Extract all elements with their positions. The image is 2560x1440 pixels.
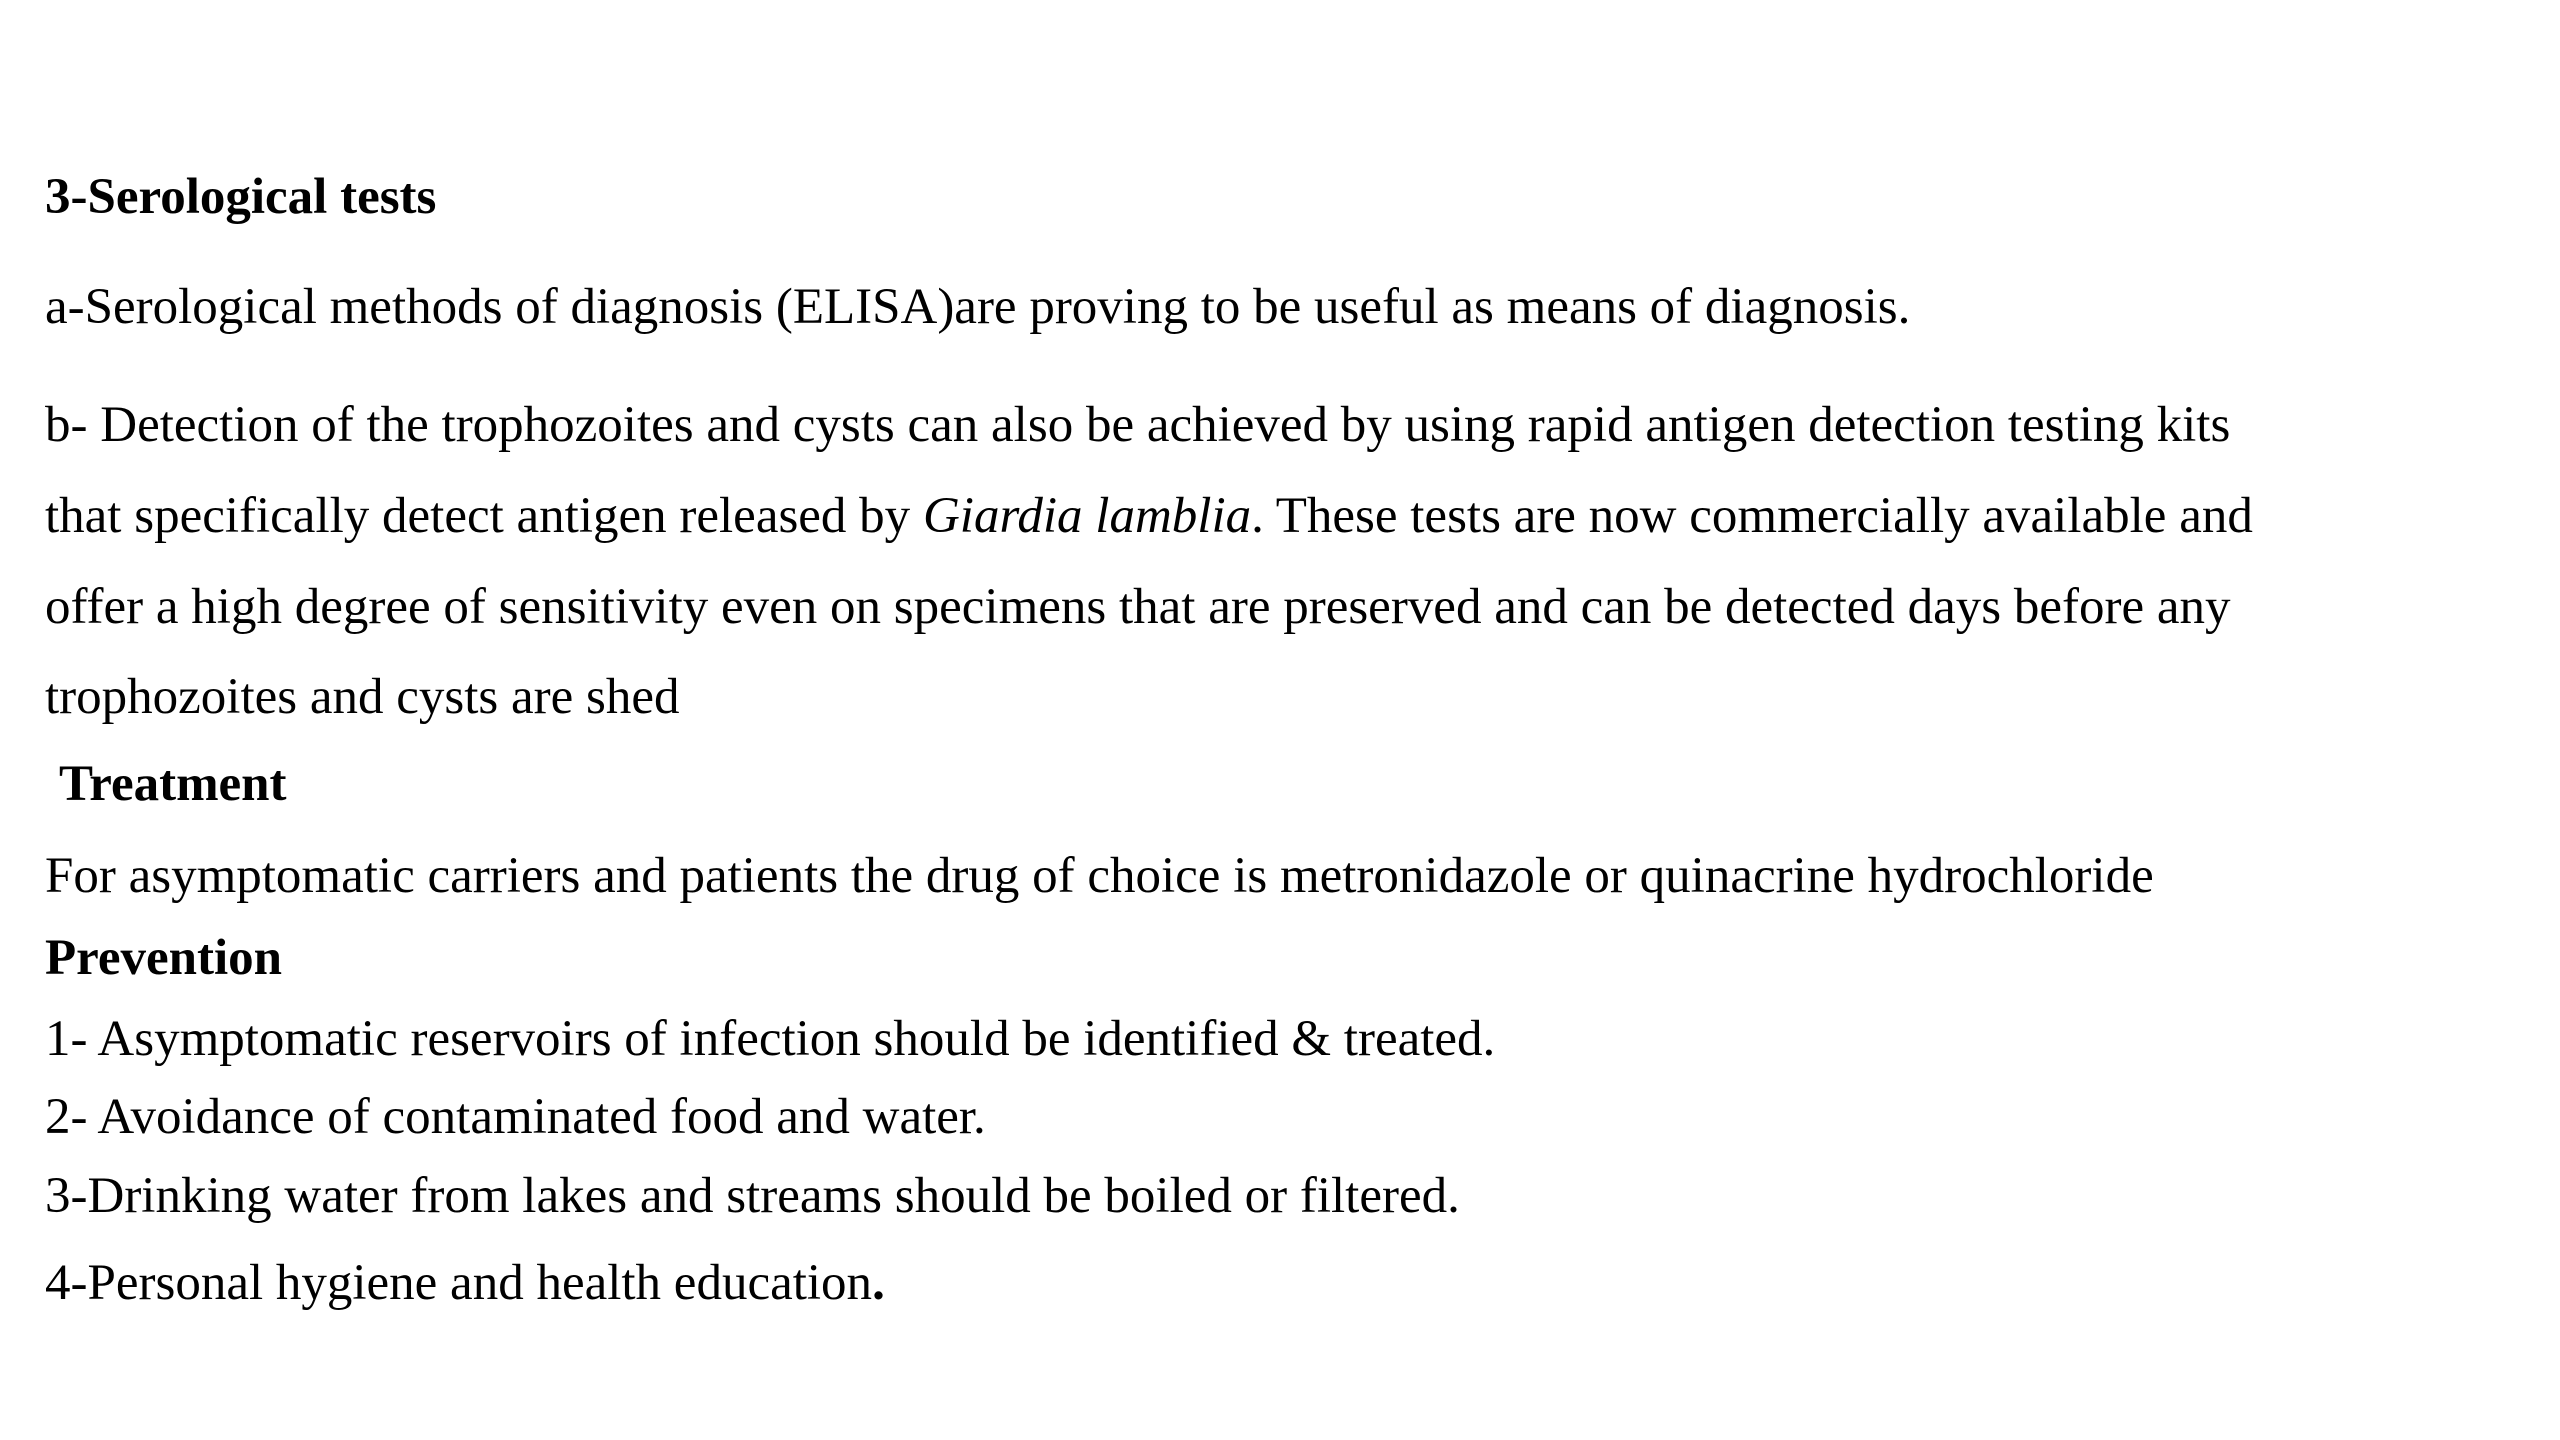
prevention-heading: Prevention <box>45 930 283 986</box>
prevention-item-4-text: 4-Personal hygiene and health education <box>45 1255 873 1311</box>
prevention-item-1: 1- Asymptomatic reservoirs of infection should be identified & treated. <box>45 1011 1496 1067</box>
prevention-item-2: 2- Avoidance of contaminated food and water. <box>45 1089 986 1145</box>
organism-name: Giardia lamblia <box>922 488 1252 544</box>
serology-paragraph-a: a-Serological methods of diagnosis (ELISA)are proving to be useful as means of diagnosis. <box>45 279 1911 335</box>
paragraph-b-line-2-start: that specifically detect antigen released by <box>45 488 923 544</box>
prevention-item-4 <box>45 1255 885 1311</box>
serology-paragraph-b-line-2 <box>45 488 2253 544</box>
serology-paragraph-b-line-1: b- Detection of the trophozoites and cysts can also be achieved by using rapid antigen detection testing kits <box>45 397 2231 453</box>
treatment-text: For asymptomatic carriers and patients the drug of choice is metronidazole or quinacrine hydrochloride <box>45 848 2154 904</box>
paragraph-b-line-2-end: . These tests are now commercially available and <box>1251 488 2253 544</box>
serology-paragraph-b-line-4: trophozoites and cysts are shed <box>45 669 680 725</box>
treatment-heading: Treatment <box>59 756 287 812</box>
prevention-item-3: 3-Drinking water from lakes and streams should be boiled or filtered. <box>45 1168 1460 1224</box>
serology-paragraph-b-line-3: offer a high degree of sensitivity even on specimens that are preserved and can be detected days before any <box>45 579 2231 635</box>
serological-tests-heading: 3-Serological tests <box>45 169 437 225</box>
prevention-item-4-period: . <box>872 1255 885 1311</box>
